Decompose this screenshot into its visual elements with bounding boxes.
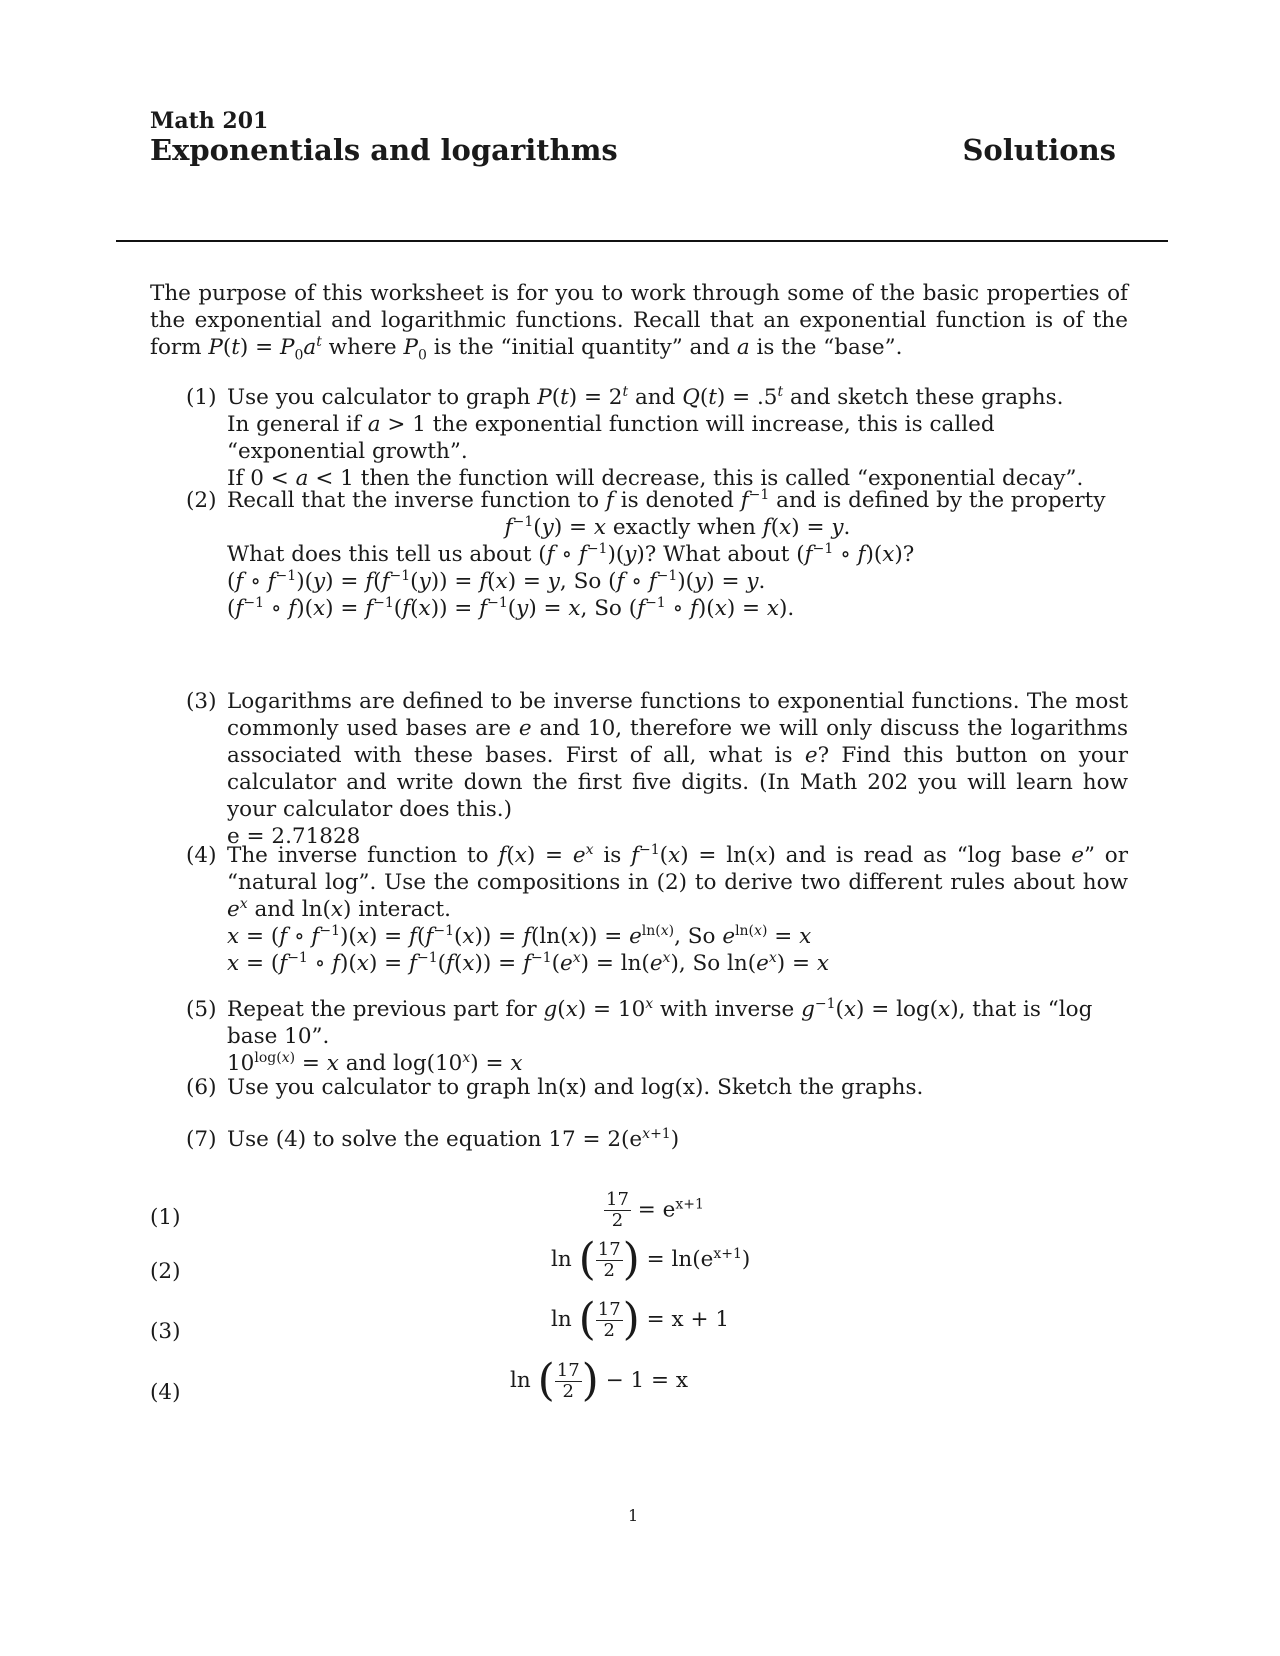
item-6 <box>186 1074 1128 1101</box>
equation-number: (2) <box>150 1259 181 1284</box>
item-number: (5) <box>186 997 217 1022</box>
item-2-question: What does this tell us about <box>227 542 539 567</box>
item-2-denoted: is denoted <box>613 488 741 513</box>
item-7-text: Use (4) to solve the equation 17 = 2(e <box>227 1127 643 1152</box>
item-4-interact: interact. <box>351 897 451 922</box>
item-number: (7) <box>186 1127 217 1152</box>
inverse-definition: $f^{-1}(y) = x$ exactly when f(x) = y. <box>504 513 851 540</box>
item-2-qmark: ? <box>902 542 915 567</box>
item-4-is: is <box>593 843 632 868</box>
worksheet-title: Exponentials and logarithms <box>150 133 618 167</box>
item-1-growth-lead: In general if <box>227 412 368 437</box>
item-number: (4) <box>186 843 217 868</box>
item-4-read-as: and is read as “log base <box>775 843 1072 868</box>
rule-answer-2: $x = (f^{-1}$ ∘ $f)(x) = f^{-1}(f(x)) = f^{-1}(e^x) = \ln(e^x)$, So $\ln(e^x) = x$ <box>227 949 830 976</box>
item-1-and: and <box>628 385 683 410</box>
header <box>150 108 1116 166</box>
equation-number: (4) <box>150 1380 181 1405</box>
header-rule <box>116 240 1168 242</box>
intro-text-2: where <box>321 335 404 360</box>
intro-text-4: is the “base”. <box>749 335 903 360</box>
item-1-tail: and sketch these graphs. <box>783 385 1064 410</box>
item-2: (2) Recall that the inverse function to f is denoted $f^{-1}$ and is defined by the property $f^{-1}(y) = x$ exactly when f(x) = y. What does this tell us about (f ∘ $f^{-1})(y)$? What about ($f^{-1}$ ∘ f)(x)? (f ∘ $f^{-1})(y) = f(f^{-1}(y)) = f(x) = y$, So (f ∘ $f^{-1})(y) = y$. ($f^{-1}$ ∘ $f)(x) = f^{-1}(f(x)) = f^{-1}(y) = x$, So ($f^{-1}$ ∘ f)(x) = x). <box>186 487 1128 622</box>
item-1-decay: then the function will decrease, this is called “exponential decay”. <box>353 466 1084 491</box>
item-3-text: Logarithms are defined to be inverse functions to exponential functions. The most commonly used bases are <box>227 689 1128 741</box>
item-3: (3) Logarithms are defined to be inverse functions to exponential functions. The most commonly used bases are e and 10, therefore we will only discuss the logarithms associated with these bases. First of all, what is e? Find this button on your calculator and write down the first five digits. (In Math 202 you will learn how your calculator does this.) e = 2.71828 <box>186 689 1129 849</box>
item-number: (6) <box>186 1075 217 1100</box>
item-1-text: Use you calculator to graph <box>227 385 538 410</box>
item-4: (4) The inverse function to $f(x) = e^x$ is $f^{-1}(x) = \ln(x)$ and is read as “log base e” or “natural log”. Use the compositions in (2) to derive two different rules about how $e^x$ and ln(x) interact. x = (f ∘ $f^{-1})(x) = f(f^{-1}(x)) = f(\ln(x)) = e^{ln(x)}$, So $e^{ln(x)} = x$ $x = (f^{-1}$ ∘ $f)(x) = f^{-1}(f(x)) = f^{-1}(e^x) = \ln(e^x)$, So $\ln(e^x) = x$ <box>186 841 1128 976</box>
item-7: (7) Use (4) to solve the equation $17 = 2(e^{x+1})$ <box>186 1125 680 1152</box>
composition-answer-2: ($f^{-1}$ ∘ $f)(x) = f^{-1}(f(x)) = f^{-1}(y) = x$, So ($f^{-1}$ ∘ f)(x) = x). <box>227 594 795 621</box>
item-4-natural-log: ” or “natural log”. Use the compositions in (2) to derive two different rules about how <box>227 843 1128 895</box>
item-5-inverse: with inverse <box>653 997 802 1022</box>
exactly-when: exactly when <box>606 515 763 540</box>
item-3-text-2: and 10, therefore we will only discuss the logarithms associated with these bases. First of all, what is <box>227 716 1129 768</box>
item-1-growth: the exponential function will increase, this is called “exponential growth”. <box>227 412 995 464</box>
title-row <box>150 134 1116 166</box>
step-1: $\frac{17}{2}$ = $e^{x+1}$ <box>606 1189 704 1231</box>
item-2-text: Recall that the inverse function to <box>227 488 606 513</box>
item-6-text: Use you calculator to graph ln(x) and log(x). Sketch the graphs. <box>227 1075 924 1100</box>
step-2: ln ( $\frac{17}{2}$ ) = $\ln(e^{x+1})$ <box>551 1234 751 1285</box>
item-2-what-about: ? What about <box>644 542 797 567</box>
item-number: (2) <box>186 488 217 513</box>
intro-text-3: is the “initial quantity” and <box>426 335 737 360</box>
intro-text-1: The purpose of this worksheet is for you to work through some of the basic properties of the exponential and logarithmic functions. Recall that an exponential function is of the form <box>150 281 1128 360</box>
rule-answer-1: x = (f ∘ $f^{-1})(x) = f(f^{-1}(x)) = f(\ln(x)) = e^{ln(x)}$, So $e^{ln(x)} = x$ <box>227 922 812 949</box>
composition-answer-1: (f ∘ $f^{-1})(y) = f(f^{-1}(y)) = f(x) = y$, So (f ∘ $f^{-1})(y) = y$. <box>227 567 766 594</box>
item-number: (1) <box>186 385 217 410</box>
equation-number: (1) <box>150 1205 181 1230</box>
item-1-decay-lead: If <box>227 466 251 491</box>
equation-number: (3) <box>150 1319 181 1344</box>
e-value: e = 2.71828 <box>227 824 361 849</box>
item-3-text-3: ? Find this button on your calculator and write down the first five digits. (In Math 202 you will learn how your calculator does this.) <box>227 743 1129 822</box>
intro-paragraph: The purpose of this worksheet is for you to work through some of the basic properties of the exponential and logarithmic functions. Recall that an exponential function is of the form $P(t) = P_0a^t$ where $P_0$ is the “initial quantity” and a is the “base”. <box>150 281 1128 364</box>
item-5-answer: $10^{log(x)} = x$ and $\log(10^x) = x$ <box>227 1049 523 1076</box>
item-5-log10: , that is “log base 10”. <box>227 997 1093 1049</box>
item-2-property: and is defined by the property <box>769 488 1106 513</box>
solutions-label: Solutions <box>962 133 1116 167</box>
item-number: (3) <box>186 689 217 714</box>
item-5-text: Repeat the previous part for <box>227 997 544 1022</box>
item-1: (1) Use you calculator to graph $P(t) = 2^t$ and $Q(t) = .5^t$ and sketch these graphs. In general if a > 1 the exponential function will increase, this is called “exponential growth”. If 0 < a < 1 then the function will decrease, this is called “exponential decay”. <box>186 383 1084 491</box>
step-3: ln ( $\frac{17}{2}$ ) = x + 1 <box>551 1294 730 1345</box>
item-4-text: The inverse function to <box>227 843 499 868</box>
item-4-and: and <box>247 897 302 922</box>
item-5: (5) Repeat the previous part for $g(x) = 10^x$ with inverse $g^{-1}(x) = \log(x)$, that is “log base 10”. $10^{log(x)} = x$ and $\log(10^x) = x$ <box>186 996 1128 1077</box>
course-name: Math 201 <box>150 108 269 134</box>
step-4: ln ( $\frac{17}{2}$ ) − 1 = x <box>510 1355 689 1406</box>
page-number: 1 <box>628 1506 639 1525</box>
